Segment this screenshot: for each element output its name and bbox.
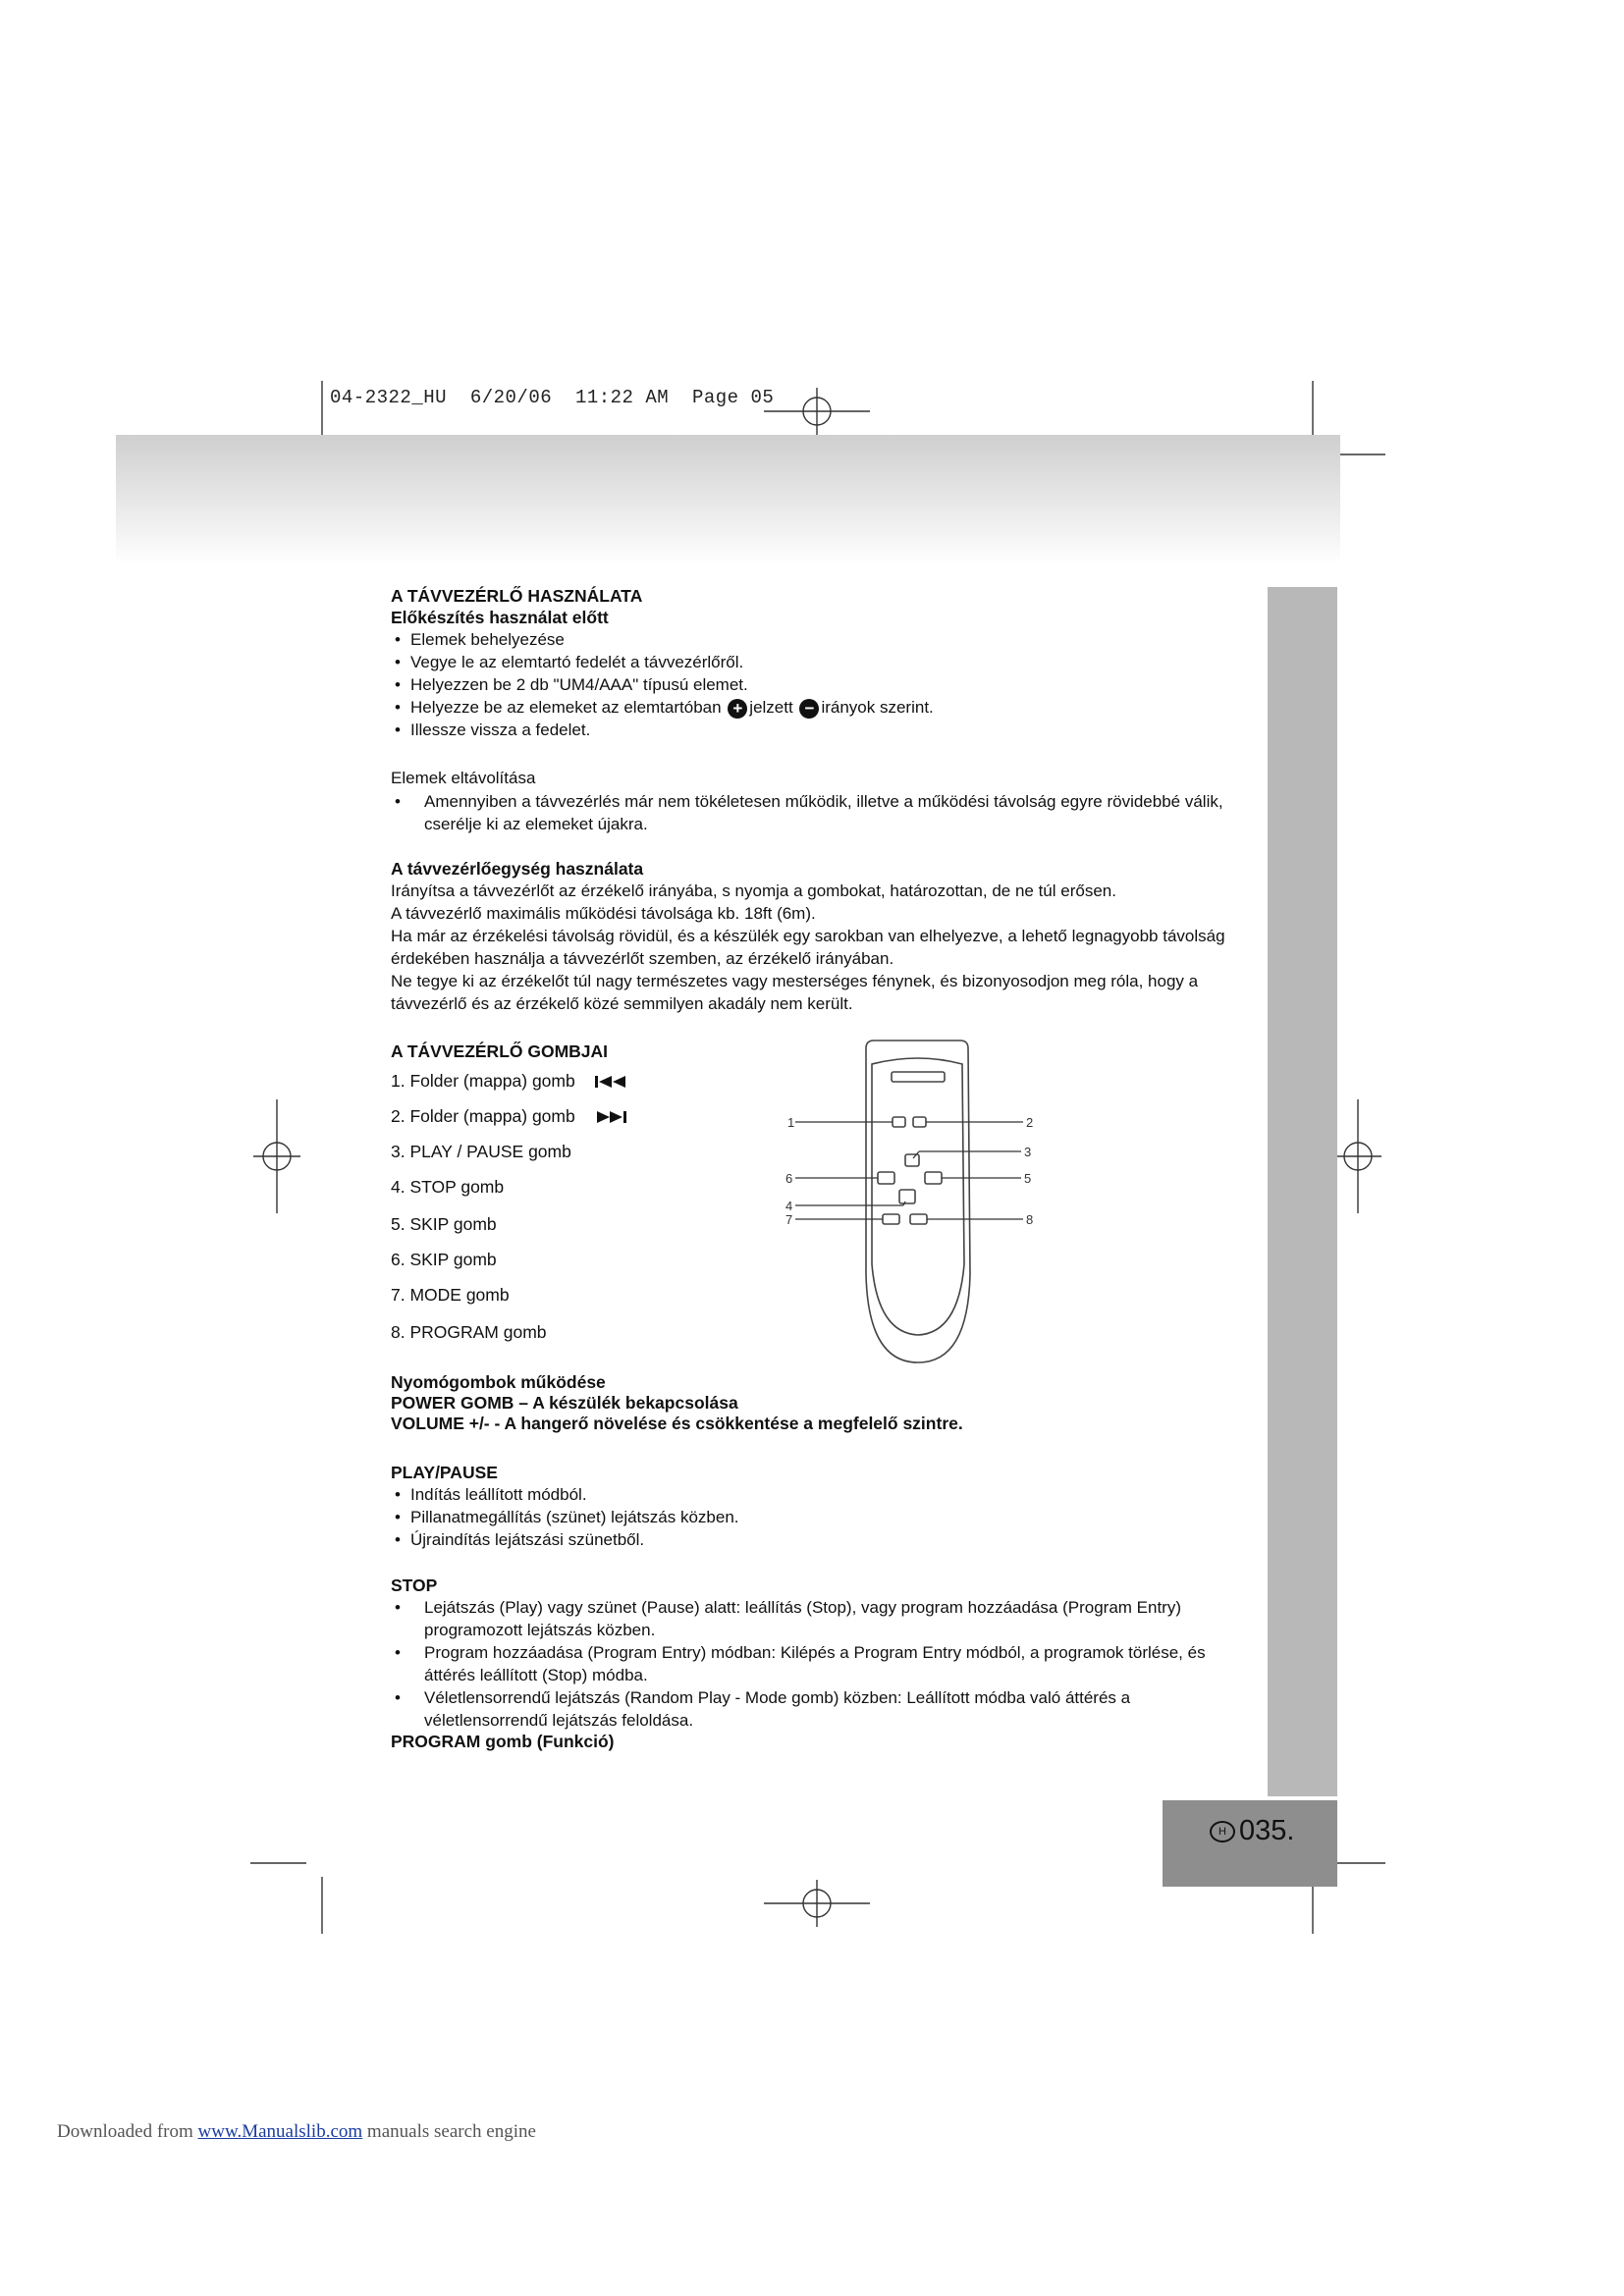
button-item-4: 4. STOP gomb — [391, 1177, 505, 1197]
next-icon — [594, 1109, 629, 1125]
diagram-label-5: 5 — [1024, 1171, 1032, 1186]
program-title: PROGRAM gomb (Funkció) — [391, 1732, 615, 1751]
remote-control-diagram — [776, 1039, 1060, 1372]
previous-icon — [594, 1074, 629, 1090]
diagram-label-2: 2 — [1026, 1115, 1034, 1130]
diagram-label-4: 4 — [785, 1199, 793, 1213]
list-item: • Újraindítás lejátszási szünetből. — [395, 1530, 645, 1549]
plus-icon: + — [728, 699, 747, 719]
side-tab — [1268, 587, 1337, 1796]
list-item: • Helyezzen be 2 db "UM4/AAA" típusú elemet. — [395, 675, 748, 694]
list-item: • Helyezze be az elemeket az elemtartóban + jelzett − irányok szerint. — [395, 698, 934, 718]
list-item: • Véletlensorrendű lejátszás (Random Play - Mode gomb) közben: Leállított módba való áttérés a véletlensorrendű lejátszás feloldása. — [395, 1688, 1131, 1730]
section-remote-usage — [391, 859, 1255, 1015]
diagram-label-7: 7 — [785, 1212, 793, 1227]
section-usage — [391, 586, 1255, 741]
diagram-label-3: 3 — [1024, 1145, 1032, 1159]
list-item: • Illessze vissza a fedelet. — [395, 721, 591, 739]
section-subtitle: Előkészítés használat előtt — [391, 608, 609, 627]
usage-title: A távvezérlőegység használata — [391, 859, 644, 879]
volume-line: VOLUME +/- - A hangerő növelése és csökkentése a megfelelő szintre. — [391, 1414, 963, 1433]
list-item: • Program hozzáadása (Program Entry) módban: Kilépés a Program Entry módból, a programok törlése, és áttérés leállított (Stop) módba. — [395, 1643, 1206, 1684]
diagram-label-6: 6 — [785, 1171, 793, 1186]
section-title: A TÁVVEZÉRLŐ HASZNÁLATA — [391, 586, 643, 606]
functions-title: Nyomógombok működése — [391, 1372, 606, 1392]
list-item: • Pillanatmegállítás (szünet) lejátszás közben. — [395, 1508, 739, 1526]
button-item-2: 2. Folder (mappa) gomb — [391, 1106, 629, 1127]
usage-paragraph: Irányítsa a távvezérlőt az érzékelő irányába, s nyomja a gombokat, határozottan, de ne túl erősen. — [391, 881, 1116, 900]
usage-paragraph: A távvezérlő maximális működési távolsága kb. 18ft (6m). — [391, 904, 816, 923]
usage-paragraph: Ha már az érzékelési távolság rövidül, és a készülék egy sarokban van elhelyezve, a lehető legnagyobb távolság érdekében használja a távvezérlőt szemben, az érzékelő irányában. — [391, 927, 1225, 968]
diagram-label-1: 1 — [787, 1115, 795, 1130]
playpause-title: PLAY/PAUSE — [391, 1463, 498, 1482]
button-item-1: 1. Folder (mappa) gomb — [391, 1071, 629, 1092]
list-item: • Indítás leállított módból. — [395, 1485, 587, 1504]
list-item: • Elemek behelyezése — [395, 630, 565, 649]
list-item: • Amennyiben a távvezérlés már nem tökéletesen működik, illetve a működési távolság egyre rövidebbé válik, cserélje ki az elemeket újakra. — [395, 792, 1223, 833]
section-playpause — [391, 1463, 1255, 1551]
section-removal — [391, 767, 1255, 835]
button-item-5: 5. SKIP gomb — [391, 1214, 497, 1234]
diagram-label-8: 8 — [1026, 1212, 1034, 1227]
print-slug: 04-2322_HU 6/20/06 11:22 AM Page 05 — [330, 387, 775, 408]
usage-paragraph: Ne tegye ki az érzékelőt túl nagy természetes vagy mesterséges fénynek, és bizonyosodjon meg róla, hogy a távvezérlő és az érzékelő közé semmilyen akadály nem került. — [391, 972, 1199, 1013]
minus-icon: − — [799, 699, 819, 719]
removal-title: Elemek eltávolítása — [391, 769, 536, 787]
manualslib-link[interactable]: www.Manualslib.com — [197, 2121, 363, 2142]
buttons-title: A TÁVVEZÉRLŐ GOMBJAI — [391, 1041, 609, 1061]
button-item-6: 6. SKIP gomb — [391, 1250, 497, 1269]
button-item-3: 3. PLAY / PAUSE gomb — [391, 1142, 571, 1161]
button-item-7: 7. MODE gomb — [391, 1285, 510, 1305]
section-stop — [391, 1575, 1255, 1752]
stop-title: STOP — [391, 1575, 438, 1595]
page-number: H 035. — [1210, 1815, 1294, 1847]
section-functions — [391, 1372, 1255, 1434]
list-item: • Lejátszás (Play) vagy szünet (Pause) alatt: leállítás (Stop), vagy program hozzáadása (Program Entry) programozott lejátszás közben. — [395, 1598, 1182, 1639]
button-item-8: 8. PROGRAM gomb — [391, 1322, 547, 1342]
language-badge: H — [1210, 1821, 1235, 1842]
list-item: • Vegye le az elemtartó fedelét a távvezérlőről. — [395, 653, 744, 671]
download-footer: Downloaded from www.Manualslib.com manuals search engine — [57, 2121, 536, 2142]
header-band — [116, 435, 1340, 564]
power-line: POWER GOMB – A készülék bekapcsolása — [391, 1393, 738, 1413]
